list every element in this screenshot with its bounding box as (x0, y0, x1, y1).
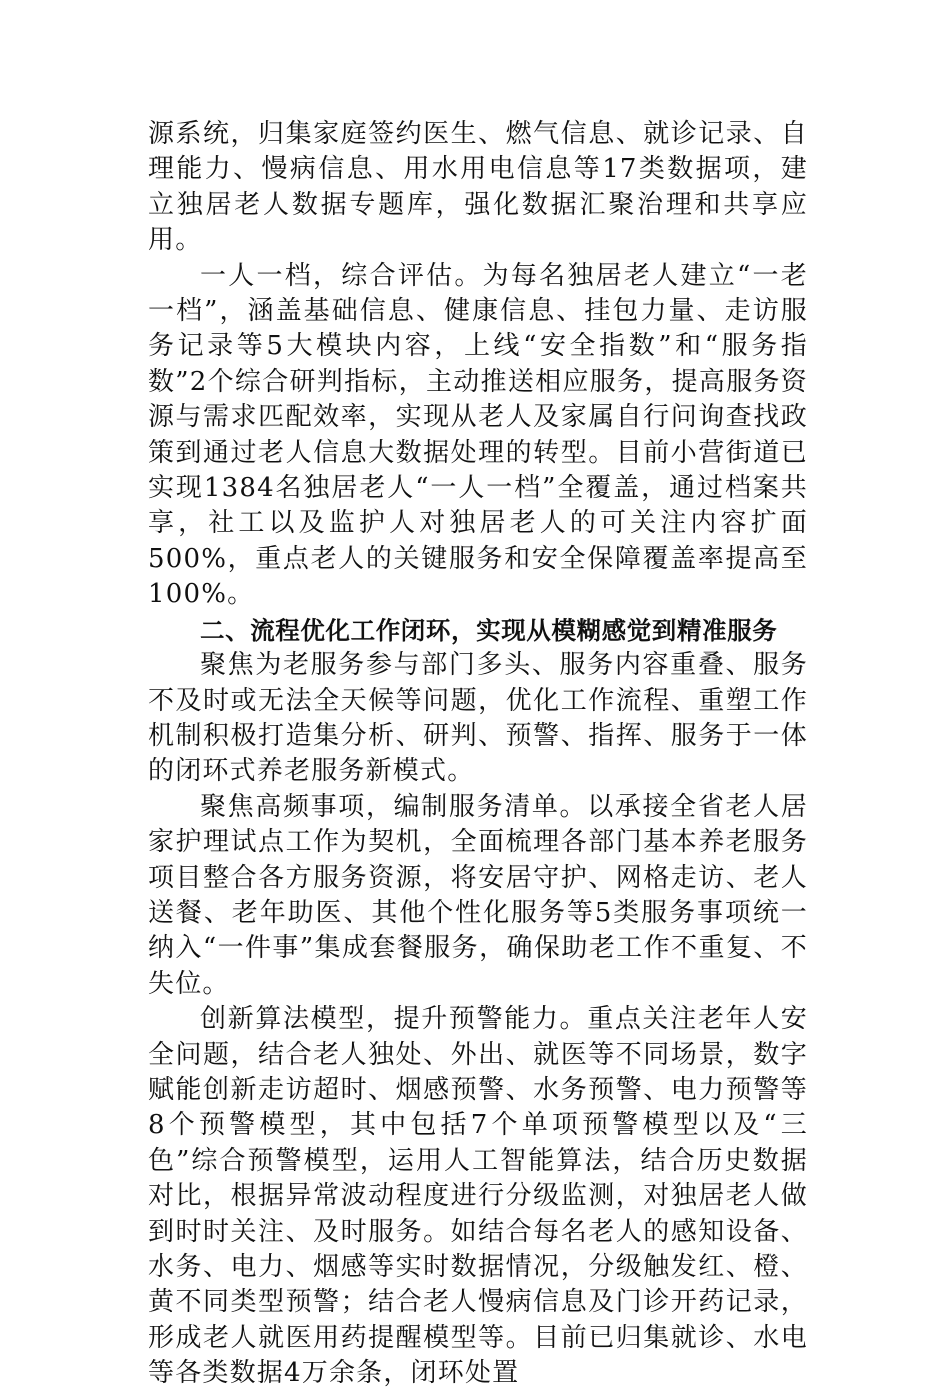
paragraph-process-optimization: 聚焦为老服务参与部门多头、服务内容重叠、服务不及时或无法全天候等问题，优化工作流程、重塑工作机制积极打造集分析、研判、预警、指挥、服务于一体的闭环式养老服务新模式。 (148, 650, 808, 787)
paragraph-data-sources: 源系统，归集家庭签约医生、燃气信息、就诊记录、自理能力、慢病信息、用水用电信息等17类数据项，建立独居老人数据专题库，强化数据汇聚治理和共享应用。 (148, 119, 808, 256)
paragraph-one-person-one-file: 一人一档，综合评估。为每名独居老人建立“一老一档”，涵盖基础信息、健康信息、挂包力量、走访服务记录等5大模块内容，上线“安全指数”和“服务指数”2个综合研判指标，主动推送相应服务，提高服务资源与需求匹配效率，实现从老人及家属自行问询查找政策到通过老人信息大数据处理的转型。目前小营街道已实现1384名独居老人“一人一档”全覆盖，通过档案共享，社工以及监护人对独居老人的可关注内容扩面500%，重点老人的关键服务和安全保障覆盖率提高至100%。 (148, 260, 808, 610)
paragraph-service-list: 聚焦高频事项，编制服务清单。以承接全省老人居家护理试点工作为契机，全面梳理各部门基本养老服务项目整合各方服务资源，将安居守护、网格走访、老人送餐、老年助医、其他个性化服务等5类服务事项统一纳入“一件事”集成套餐服务，确保助老工作不重复、不失位。 (148, 791, 808, 999)
section-heading-2: 二、流程优化工作闭环，实现从模糊感觉到精准服务 (200, 615, 778, 645)
paragraph-algorithm-models: 创新算法模型，提升预警能力。重点关注老年人安全问题，结合老人独处、外出、就医等不同场景，数字赋能创新走访超时、烟感预警、水务预警、电力预警等8个预警模型，其中包括7个单项预警模型以及“三色”综合预警模型，运用人工智能算法，结合历史数据对比，根据异常波动程度进行分级监测，对独居老人做到时时关注、及时服务。如结合每名老人的感知设备、水务、电力、烟感等实时数据情况，分级触发红、橙、黄不同类型预警；结合老人慢病信息及门诊开药记录，形成老人就医用药提醒模型等。目前已归集就诊、水电等各类数据4万余条，闭环处置 (148, 1004, 808, 1389)
document-page (148, 117, 808, 1392)
